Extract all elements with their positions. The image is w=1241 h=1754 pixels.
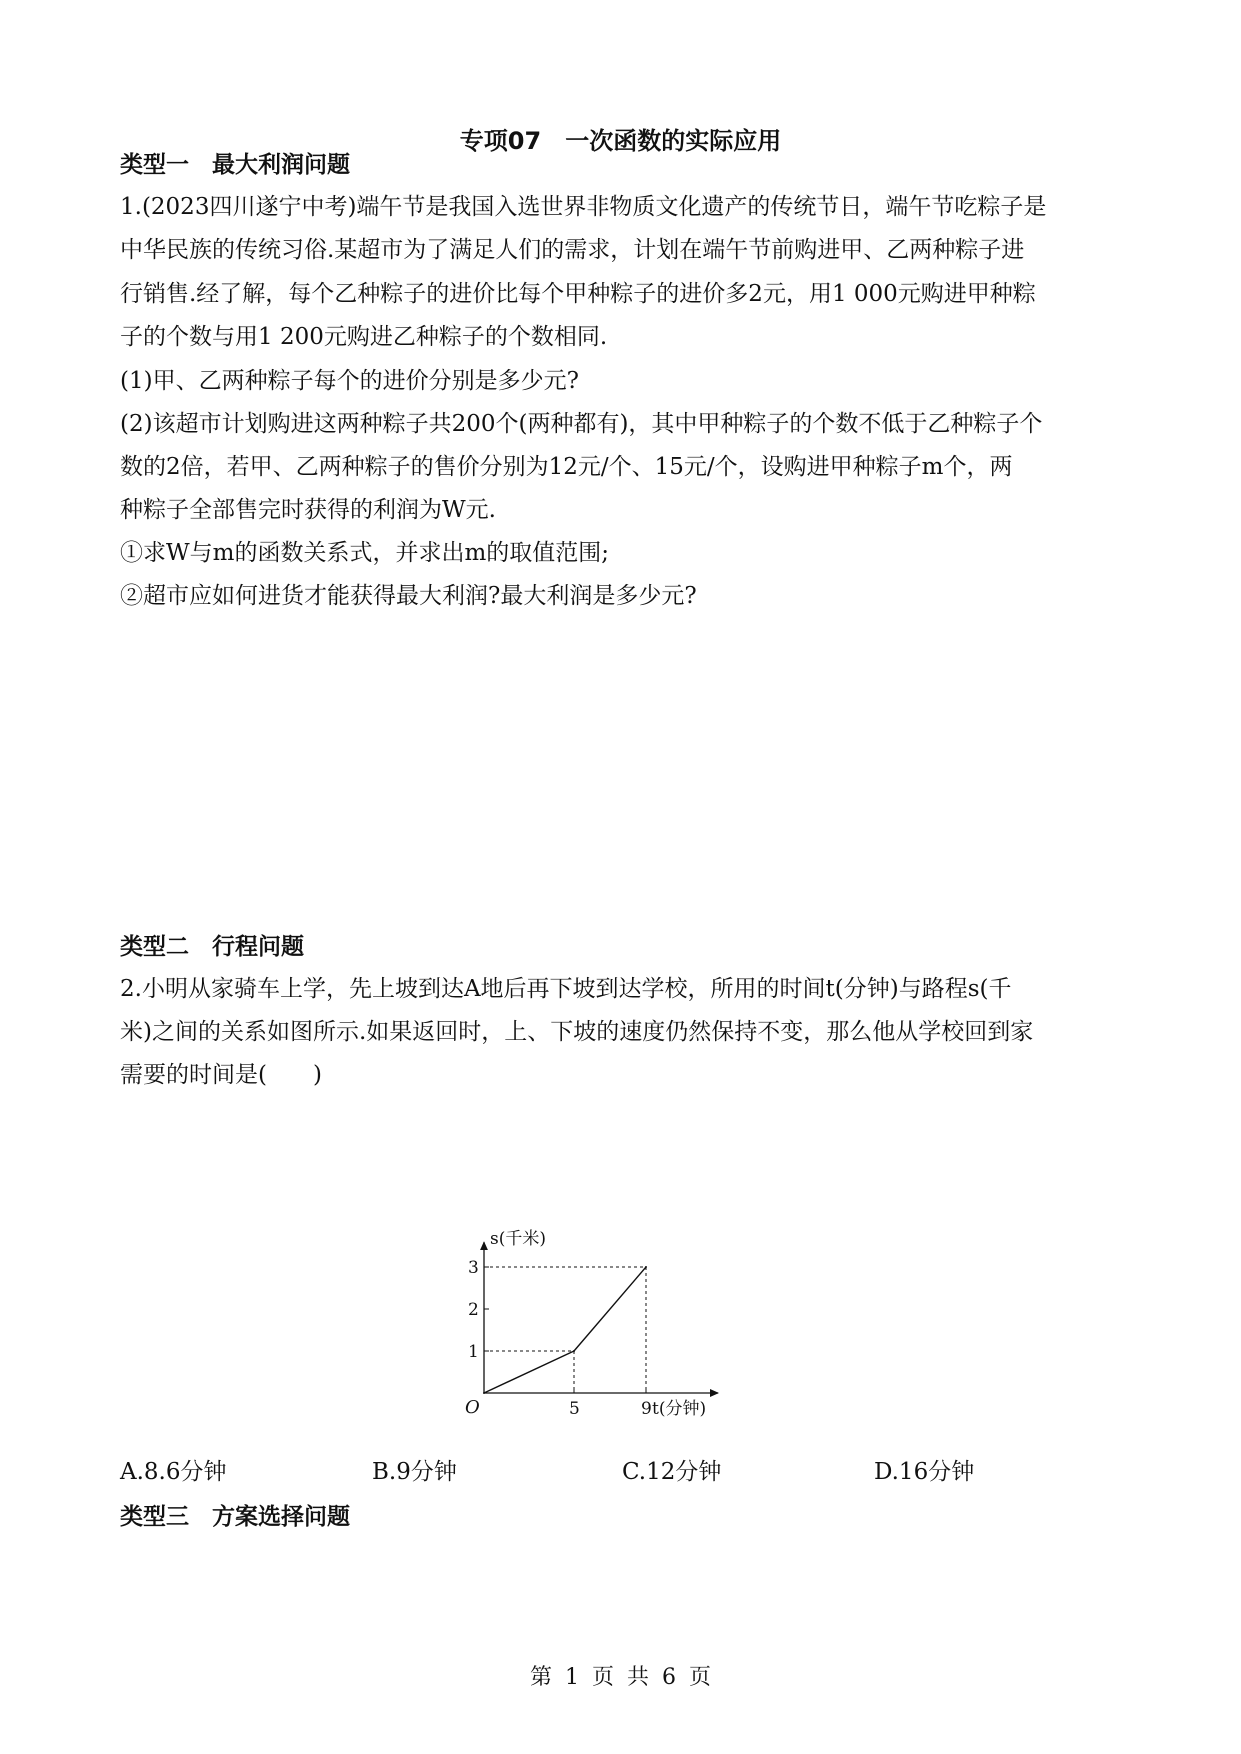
option-b: B.9分钟: [372, 1459, 457, 1485]
option-a: A.8.6分钟: [120, 1459, 227, 1485]
x-tick-label-9: 9: [641, 1399, 652, 1419]
data-point-1: [573, 1350, 575, 1352]
option-d: D.16分钟: [874, 1459, 975, 1485]
q2-line-3: 需要的时间是( ): [120, 1062, 322, 1088]
data-point-0: [483, 1392, 485, 1394]
q1-part-1: ①求W与m的函数关系式，并求出m的取值范围;: [120, 540, 610, 566]
q1-line-4: 子的个数与用1 200元购进乙种粽子的个数相同.: [120, 324, 608, 350]
q1-line-3: 行销售.经了解，每个乙种粽子的进价比每个甲种粽子的进价多2元，用1 000元购进甲种粽: [120, 281, 1036, 307]
q2-line-2: 米)之间的关系如图所示.如果返回时，上、下坡的速度仍然保持不变，那么他从学校回到家: [120, 1019, 1034, 1045]
q1-sub-question-2-line-1: (2)该超市计划购进这两种粽子共200个(两种都有)，其中甲种粽子的个数不低于乙种粽子个: [120, 411, 1043, 437]
origin-label: O: [465, 1397, 480, 1418]
x-tick-label-5: 5: [569, 1399, 580, 1419]
q1-sub-question-1: (1)甲、乙两种粽子每个的进价分别是多少元?: [120, 368, 579, 394]
series-segment-2: [574, 1267, 646, 1351]
section-heading-type2: 类型二 行程问题: [120, 934, 304, 960]
x-axis-label: t(分钟): [652, 1399, 707, 1419]
q1-sub-question-2-line-2: 数的2倍，若甲、乙两种粽子的售价分别为12元/个、15元/个，设购进甲种粽子m个，两: [120, 454, 1013, 480]
y-tick-label-2: 2: [468, 1300, 479, 1320]
data-point-2: [645, 1266, 647, 1268]
q2-line-1: 2.小明从家骑车上学，先上坡到达A地后再下坡到达学校，所用的时间t(分钟)与路程s(千: [120, 976, 1012, 1002]
section-heading-type1: 类型一 最大利润问题: [120, 152, 350, 178]
y-axis-label: s(千米): [490, 1229, 546, 1250]
page-footer: 第 1 页 共 6 页: [530, 1665, 711, 1690]
q1-part-2: ②超市应如何进货才能获得最大利润?最大利润是多少元?: [120, 583, 697, 609]
y-tick-label-1: 1: [468, 1342, 479, 1362]
q1-line-2: 中华民族的传统习俗.某超市为了满足人们的需求，计划在端午节前购进甲、乙两种粽子进: [120, 237, 1025, 263]
series-segment-1: [484, 1351, 574, 1393]
q1-sub-question-2-line-3: 种粽子全部售完时获得的利润为W元.: [120, 497, 496, 523]
option-c: C.12分钟: [622, 1459, 722, 1485]
section-heading-type3: 类型三 方案选择问题: [120, 1504, 350, 1530]
page-title: 专项07 一次函数的实际应用: [459, 127, 782, 155]
y-tick-label-3: 3: [468, 1258, 479, 1278]
distance-time-chart: [450, 1225, 790, 1425]
q1-line-1: 1.(2023四川遂宁中考)端午节是我国入选世界非物质文化遗产的传统节日，端午节吃粽子是: [120, 194, 1047, 220]
